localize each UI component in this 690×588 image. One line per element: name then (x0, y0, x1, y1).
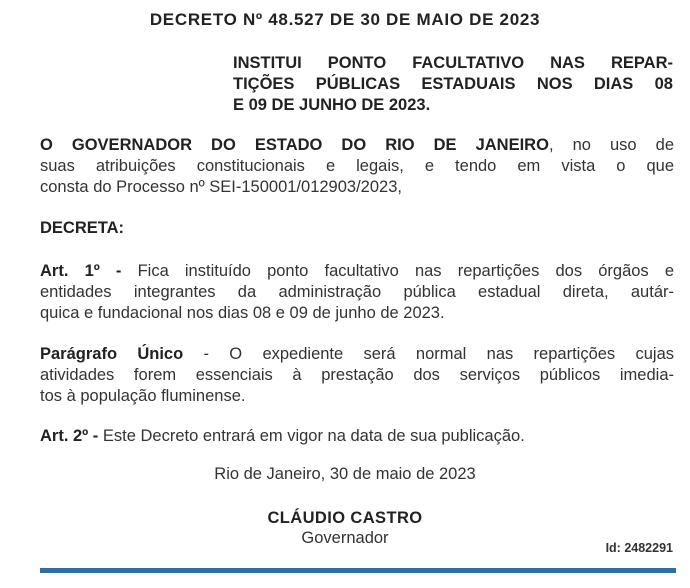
article-1-line: quica e fundacional nos dias 08 e 09 de junho de 2023. (40, 304, 445, 322)
ementa-line: E 09 DE JUNHO DE 2023. (233, 96, 431, 114)
paragrafo-label: Parágrafo Único (40, 345, 184, 363)
article-1-label: Art. 1º - (40, 262, 122, 280)
article-2-text: Este Decreto entrará em vigor na data de sua publicação. (98, 427, 525, 445)
paragrafo-unico (40, 344, 674, 407)
ementa-line: INSTITUI PONTO FACULTATIVO NAS REPAR- (233, 54, 673, 72)
preamble-line (40, 135, 674, 156)
preamble-text: , no uso de (548, 136, 674, 154)
article-1-text: Fica instituído ponto facultativo nas repartições dos órgãos e (121, 262, 674, 280)
preamble-line: consta do Processo nº SEI-150001/012903/2023, (40, 178, 402, 196)
bottom-rule (40, 568, 676, 573)
signature-name: CLÁUDIO CASTRO (267, 509, 423, 527)
article-1-line (40, 261, 674, 282)
governor-heading: O GOVERNADOR DO ESTADO DO RIO DE JANEIRO (40, 136, 549, 154)
preamble-line: suas atribuições constitucionais e legais, e tendo em vista o que (40, 157, 674, 175)
article-2 (40, 426, 674, 447)
ementa-line: TIÇÕES PÚBLICAS ESTADUAIS NOS DIAS 08 (233, 75, 673, 93)
decreta-heading: DECRETA: (40, 219, 125, 237)
decree-title: DECRETO Nº 48.527 DE 30 DE MAIO DE 2023 (149, 10, 541, 29)
signature-role: Governador (301, 529, 389, 547)
ementa (233, 53, 673, 116)
preamble-paragraph (40, 135, 674, 198)
article-1 (40, 261, 674, 324)
document-id: Id: 2482291 (605, 541, 673, 555)
article-1-line: entidades integrantes da administração pública estadual direta, autár- (40, 283, 674, 301)
paragrafo-line: tos à população fluminense. (40, 387, 246, 405)
paragrafo-line (40, 344, 674, 365)
paragrafo-line: atividades forem essenciais à prestação dos serviços públicos imedia- (40, 366, 674, 384)
article-2-label: Art. 2º - (40, 427, 99, 445)
paragrafo-text: - O expediente será normal nas repartições cujas (183, 345, 675, 363)
place-date: Rio de Janeiro, 30 de maio de 2023 (214, 465, 476, 483)
